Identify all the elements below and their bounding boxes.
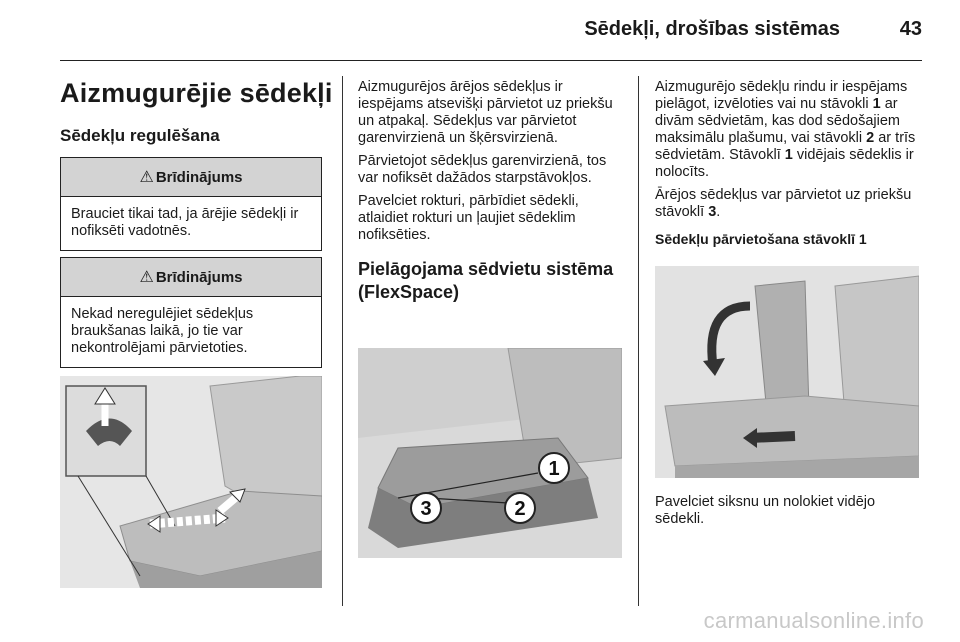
paragraph [655,187,921,221]
column-2-text [358,79,624,304]
paragraph: Pavelciet rokturi, pārbīdiet sēdekli, atlaidiet rokturi un ļaujiet sēdeklim nofiksēties. [358,193,579,243]
running-header-title: Sēdekļi, drošības sistēmas [584,18,840,40]
paragraph [655,79,921,181]
position-number: 1 [872,96,881,112]
seat-adjust-illustration [60,376,322,588]
warning-box-header [61,258,321,297]
warning-box-2 [60,257,322,368]
warning-text: Nekad neregulējiet sēdekļus braukšanas laikā, jo tie var nekontrolējami pārvietoties. [71,306,254,356]
text-run: ar divām sēdvietām, kas dod sēdošajiem maksimālu plašumu, vai stāvokli [655,96,901,146]
warning-triangle-icon: ⚠ [139,269,154,286]
warning-box-1 [60,157,322,251]
section-heading-flexspace: Pielāgojama sēdvietu sistēma (FlexSpace) [358,259,614,302]
warning-text: Brauciet tikai tad, ja ārējie sēdekļi ir nofiksēti vadotnēs. [71,206,299,239]
fold-middle-seat-illustration [655,266,919,478]
column-divider-2 [638,76,639,606]
column-3-text [655,79,921,254]
column-3-caption [655,494,921,534]
text-run: Aizmugurējo sēdekļu rindu ir iespējams pielāgot, izvēloties vai nu stāvokli [655,79,908,112]
paragraph: Pārvietojot sēdekļus garenvirzienā, tos var nofiksēt dažādos starpstāvokļos. [358,153,607,186]
position-number: 3 [708,204,717,220]
warning-title: Brīdinājums [155,268,243,286]
warning-title: Brīdinājums [155,168,243,186]
paragraph: Pavelciet siksnu un nolokiet vidējo sēdekli. [655,494,876,527]
text-run: Ārējos sēdekļus var pārvietot uz priekšu stāvoklī [655,187,912,220]
watermark: carmanualsonline.info [703,608,924,633]
position-number: 2 [866,130,875,146]
text-run: ar trīs sēdvietām. Stāvoklī [655,130,916,163]
position-number: 1 [784,147,793,163]
subsection-heading: Sēdekļu pārvietošana stāvoklī 1 [655,231,867,247]
callout-3: 3 [420,498,432,520]
text-run: . [716,204,721,220]
header-divider [60,60,922,61]
callout-1: 1 [548,458,560,480]
warning-triangle-icon: ⚠ [139,169,154,186]
column-divider-1 [342,76,343,606]
subsection-heading: Sēdekļu regulēšana [60,126,220,145]
page-number: 43 [899,18,922,40]
section-heading: Aizmugurējie sēdekļi [60,78,333,108]
warning-box-header [61,158,321,197]
flexspace-illustration [358,348,622,558]
text-run: vidējais sēdeklis ir nolocīts. [655,147,914,180]
paragraph: Aizmugurējos ārējos sēdekļus ir iespējams atsevišķi pārvietot uz priekšu un atpakaļ. Sēdekļus var pārvietot garenvirzienā un šķērsvirzienā. [358,79,613,146]
callout-2: 2 [514,498,526,520]
